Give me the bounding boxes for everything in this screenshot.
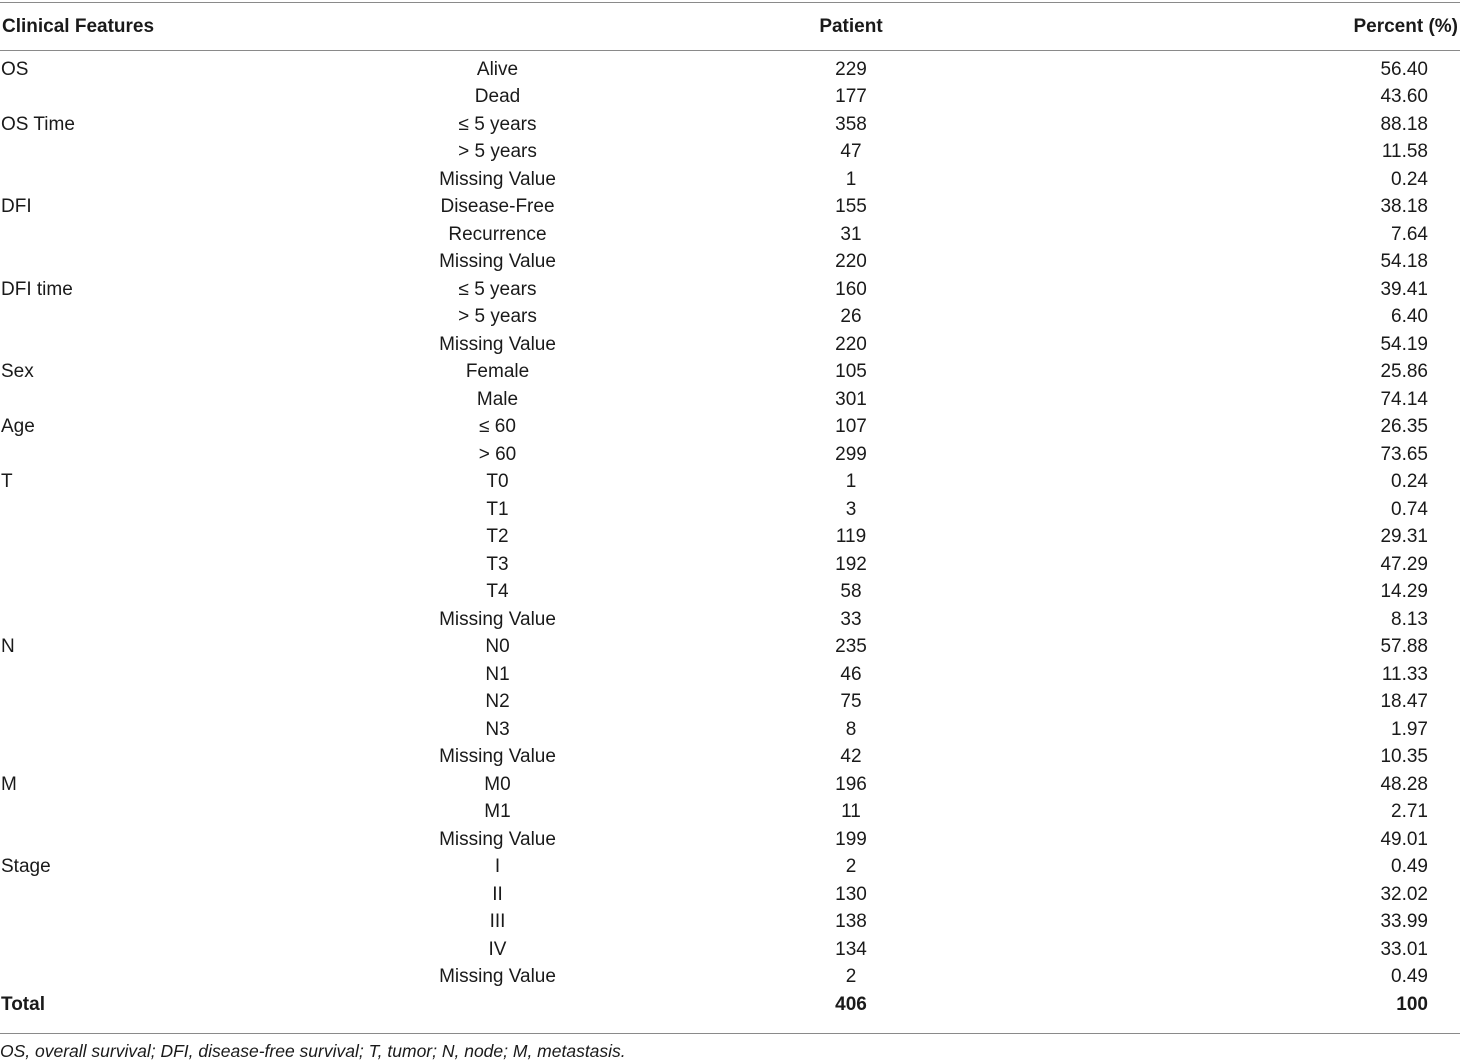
table-row	[0, 441, 1460, 469]
feature-cell: OS Time	[1, 113, 75, 135]
table-row	[0, 909, 1460, 937]
percent-cell: 7.64	[1391, 223, 1428, 245]
feature-cell	[0, 166, 400, 194]
patient-cell	[595, 524, 1305, 552]
patient-count: 47	[840, 141, 862, 163]
subgroup-cell: > 60	[478, 443, 517, 465]
patient-cell	[595, 331, 1305, 359]
subgroup-cell: Missing Value	[439, 168, 556, 190]
table-row	[0, 936, 1460, 964]
feature-cell	[0, 304, 400, 332]
table-row	[0, 139, 1460, 167]
patient-cell	[595, 139, 1305, 167]
clinical-features-table	[0, 10, 1460, 1019]
subgroup-cell: N1	[485, 663, 510, 685]
table-row	[0, 854, 1460, 882]
patient-count: 229	[835, 58, 867, 80]
patient-cell	[595, 579, 1305, 607]
percent-cell: 26.35	[1380, 416, 1428, 438]
patient-cell	[595, 964, 1305, 992]
table-row	[0, 111, 1460, 139]
feature-cell	[0, 606, 400, 634]
patient-cell	[595, 936, 1305, 964]
feature-cell: M	[1, 773, 17, 795]
patient-count: 1	[845, 471, 857, 493]
table-row	[0, 606, 1460, 634]
patient-count: 1	[845, 168, 857, 190]
feature-cell	[0, 441, 400, 469]
table-row	[0, 689, 1460, 717]
feature-cell	[0, 661, 400, 689]
patient-cell	[595, 359, 1305, 387]
patient-cell	[595, 689, 1305, 717]
percent-cell: 38.18	[1380, 196, 1428, 218]
table-header	[0, 10, 1460, 56]
patient-count: 2	[845, 856, 857, 878]
patient-count: 301	[835, 388, 867, 410]
total-row	[0, 991, 1460, 1019]
patient-cell	[595, 221, 1305, 249]
table-row	[0, 826, 1460, 854]
percent-cell: 1.97	[1391, 718, 1428, 740]
table-row	[0, 579, 1460, 607]
subgroup-cell: IV	[488, 938, 507, 960]
table-row	[0, 166, 1460, 194]
feature-cell	[0, 551, 400, 579]
patient-count: 134	[835, 938, 867, 960]
percent-cell: 57.88	[1380, 636, 1428, 658]
patient-cell	[595, 496, 1305, 524]
patient-cell	[595, 854, 1305, 882]
patient-count: 42	[840, 746, 862, 768]
patient-count: 8	[845, 718, 857, 740]
percent-cell: 43.60	[1380, 86, 1428, 108]
percent-cell: 18.47	[1380, 691, 1428, 713]
patient-count: 119	[835, 526, 867, 548]
table-row	[0, 331, 1460, 359]
patient-cell	[595, 304, 1305, 332]
patient-count: 2	[845, 966, 857, 988]
feature-cell	[0, 909, 400, 937]
percent-cell: 73.65	[1380, 443, 1428, 465]
percent-cell: 56.40	[1380, 58, 1428, 80]
patient-count: 138	[835, 911, 867, 933]
feature-cell	[0, 964, 400, 992]
percent-cell: 10.35	[1380, 746, 1428, 768]
patient-count: 155	[835, 196, 867, 218]
patient-count: 31	[840, 223, 862, 245]
subgroup-cell: Missing Value	[439, 251, 556, 273]
percent-cell: 2.71	[1391, 801, 1428, 823]
subgroup-cell: ≤ 60	[479, 416, 516, 438]
table-footnote: OS, overall survival; DFI, disease-free survival; T, tumor; N, node; M, metastasis.	[0, 1041, 626, 1061]
subgroup-cell: Alive	[476, 58, 519, 80]
patient-cell	[595, 771, 1305, 799]
percent-cell: 14.29	[1380, 581, 1428, 603]
table-row	[0, 249, 1460, 277]
patient-cell	[595, 744, 1305, 772]
percent-cell: 0.74	[1391, 498, 1428, 520]
subgroup-cell: Dead	[474, 86, 521, 108]
patient-cell	[595, 606, 1305, 634]
subgroup-cell: M1	[484, 801, 511, 823]
percent-cell: 33.99	[1380, 911, 1428, 933]
patient-cell	[595, 441, 1305, 469]
percent-cell: 74.14	[1380, 388, 1428, 410]
feature-cell: Age	[1, 416, 35, 438]
patient-cell	[595, 551, 1305, 579]
patient-count: 33	[840, 608, 862, 630]
header-row	[0, 10, 1460, 43]
percent-cell: 8.13	[1391, 608, 1428, 630]
subgroup-cell: N2	[485, 691, 510, 713]
header-patient: Patient	[819, 15, 883, 37]
percent-cell: 54.18	[1380, 251, 1428, 273]
feature-cell	[0, 524, 400, 552]
patient-cell	[595, 881, 1305, 909]
table-row	[0, 496, 1460, 524]
patient-cell	[595, 826, 1305, 854]
patient-cell	[595, 716, 1305, 744]
table-row	[0, 221, 1460, 249]
total-patient-cell	[595, 991, 1305, 1019]
table-row	[0, 84, 1460, 112]
subgroup-cell: M0	[484, 773, 511, 795]
header-clinical-features: Clinical Features	[2, 15, 155, 37]
patient-cell	[595, 909, 1305, 937]
subgroup-cell: Missing Value	[439, 746, 556, 768]
percent-cell: 11.33	[1381, 663, 1428, 685]
feature-cell: N	[1, 636, 15, 658]
subgroup-cell: N0	[485, 636, 510, 658]
table-row	[0, 304, 1460, 332]
subgroup-cell: Disease-Free	[440, 196, 555, 218]
patient-count: 3	[845, 498, 857, 520]
table-row	[0, 276, 1460, 304]
patient-cell	[595, 799, 1305, 827]
feature-cell: T	[1, 471, 13, 493]
feature-cell	[0, 331, 400, 359]
subgroup-cell: Recurrence	[448, 223, 547, 245]
patient-count: 406	[835, 993, 867, 1015]
patient-count: 220	[835, 251, 867, 273]
feature-cell: DFI	[1, 196, 32, 218]
subgroup-cell: Female	[465, 361, 530, 383]
patient-count: 192	[835, 553, 867, 575]
patient-count: 220	[835, 333, 867, 355]
patient-count: 46	[840, 663, 862, 685]
feature-cell	[0, 826, 400, 854]
feature-cell	[0, 881, 400, 909]
percent-cell: 25.86	[1380, 361, 1428, 383]
header-spacer	[0, 43, 1460, 56]
patient-count: 130	[835, 883, 867, 905]
patient-cell	[595, 166, 1305, 194]
patient-count: 235	[835, 636, 867, 658]
subgroup-cell: II	[492, 883, 503, 905]
feature-cell	[0, 386, 400, 414]
percent-cell: 0.49	[1391, 856, 1428, 878]
patient-cell	[595, 469, 1305, 497]
subgroup-cell: Missing Value	[439, 828, 556, 850]
table-row	[0, 469, 1460, 497]
subgroup-cell: > 5 years	[458, 306, 537, 328]
subgroup-cell: I	[494, 856, 501, 878]
patient-count: 160	[835, 278, 867, 300]
feature-cell	[0, 496, 400, 524]
subgroup-cell: T2	[486, 526, 509, 548]
feature-cell	[0, 689, 400, 717]
table-row	[0, 524, 1460, 552]
table-row	[0, 716, 1460, 744]
table-row	[0, 386, 1460, 414]
feature-cell	[0, 716, 400, 744]
percent-cell: 11.58	[1381, 141, 1428, 163]
patient-cell	[595, 276, 1305, 304]
feature-cell	[0, 221, 400, 249]
table-row	[0, 551, 1460, 579]
subgroup-cell: ≤ 5 years	[458, 113, 537, 135]
feature-cell	[0, 579, 400, 607]
table-row	[0, 799, 1460, 827]
header-percent: Percent (%)	[1353, 15, 1458, 37]
percent-cell: 54.19	[1380, 333, 1428, 355]
table-row	[0, 964, 1460, 992]
feature-cell	[0, 84, 400, 112]
header-patient-cell	[595, 10, 1305, 43]
patient-cell	[595, 111, 1305, 139]
feature-cell	[0, 799, 400, 827]
table-body	[0, 56, 1460, 1019]
feature-cell: Sex	[1, 361, 34, 383]
patient-count: 105	[835, 361, 867, 383]
subgroup-cell: III	[489, 911, 506, 933]
patient-count: 58	[840, 581, 862, 603]
table-row	[0, 359, 1460, 387]
percent-cell: 0.24	[1391, 168, 1428, 190]
total-percent: 100	[1396, 993, 1428, 1015]
percent-cell: 6.40	[1391, 306, 1428, 328]
table-row	[0, 744, 1460, 772]
percent-cell: 88.18	[1380, 113, 1428, 135]
patient-count: 358	[835, 113, 867, 135]
percent-cell: 0.49	[1391, 966, 1428, 988]
subgroup-cell: T3	[486, 553, 509, 575]
table-row	[0, 881, 1460, 909]
patient-cell	[595, 386, 1305, 414]
percent-cell: 48.28	[1380, 773, 1428, 795]
patient-cell	[595, 661, 1305, 689]
feature-cell	[0, 139, 400, 167]
table-row	[0, 56, 1460, 84]
table-row	[0, 414, 1460, 442]
percent-cell: 47.29	[1380, 553, 1428, 575]
patient-count: 177	[835, 86, 867, 108]
patient-count: 299	[835, 443, 867, 465]
percent-cell: 39.41	[1380, 278, 1428, 300]
feature-cell	[0, 249, 400, 277]
feature-cell	[0, 936, 400, 964]
patient-cell	[595, 414, 1305, 442]
patient-count: 196	[835, 773, 867, 795]
patient-cell	[595, 634, 1305, 662]
subgroup-cell: T1	[486, 498, 509, 520]
subgroup-cell: T4	[486, 581, 509, 603]
patient-cell	[595, 56, 1305, 84]
table-row	[0, 634, 1460, 662]
patient-count: 75	[840, 691, 862, 713]
total-label: Total	[1, 993, 45, 1015]
patient-count: 11	[841, 801, 861, 823]
percent-cell: 0.24	[1391, 471, 1428, 493]
percent-cell: 29.31	[1380, 526, 1428, 548]
subgroup-cell: ≤ 5 years	[458, 278, 537, 300]
table-row	[0, 771, 1460, 799]
subgroup-cell: T0	[486, 471, 509, 493]
subgroup-cell: N3	[485, 718, 510, 740]
patient-count: 199	[835, 828, 867, 850]
subgroup-cell: Missing Value	[439, 608, 556, 630]
top-rule	[0, 2, 1460, 3]
table-row	[0, 661, 1460, 689]
table-row	[0, 194, 1460, 222]
percent-cell: 33.01	[1380, 938, 1428, 960]
feature-cell: DFI time	[1, 278, 73, 300]
patient-count: 26	[840, 306, 862, 328]
subgroup-cell: Missing Value	[439, 966, 556, 988]
feature-cell: OS	[1, 58, 29, 80]
feature-cell: Stage	[1, 856, 51, 878]
bottom-rule	[0, 1033, 1460, 1034]
patient-cell	[595, 249, 1305, 277]
subgroup-cell: Male	[476, 388, 519, 410]
patient-cell	[595, 84, 1305, 112]
feature-cell	[0, 744, 400, 772]
patient-count: 107	[835, 416, 867, 438]
percent-cell: 32.02	[1380, 883, 1428, 905]
header-subgroup	[400, 10, 595, 43]
percent-cell: 49.01	[1380, 828, 1428, 850]
patient-cell	[595, 194, 1305, 222]
total-subgroup-cell	[400, 991, 595, 1019]
subgroup-cell: Missing Value	[439, 333, 556, 355]
subgroup-cell: > 5 years	[458, 141, 537, 163]
